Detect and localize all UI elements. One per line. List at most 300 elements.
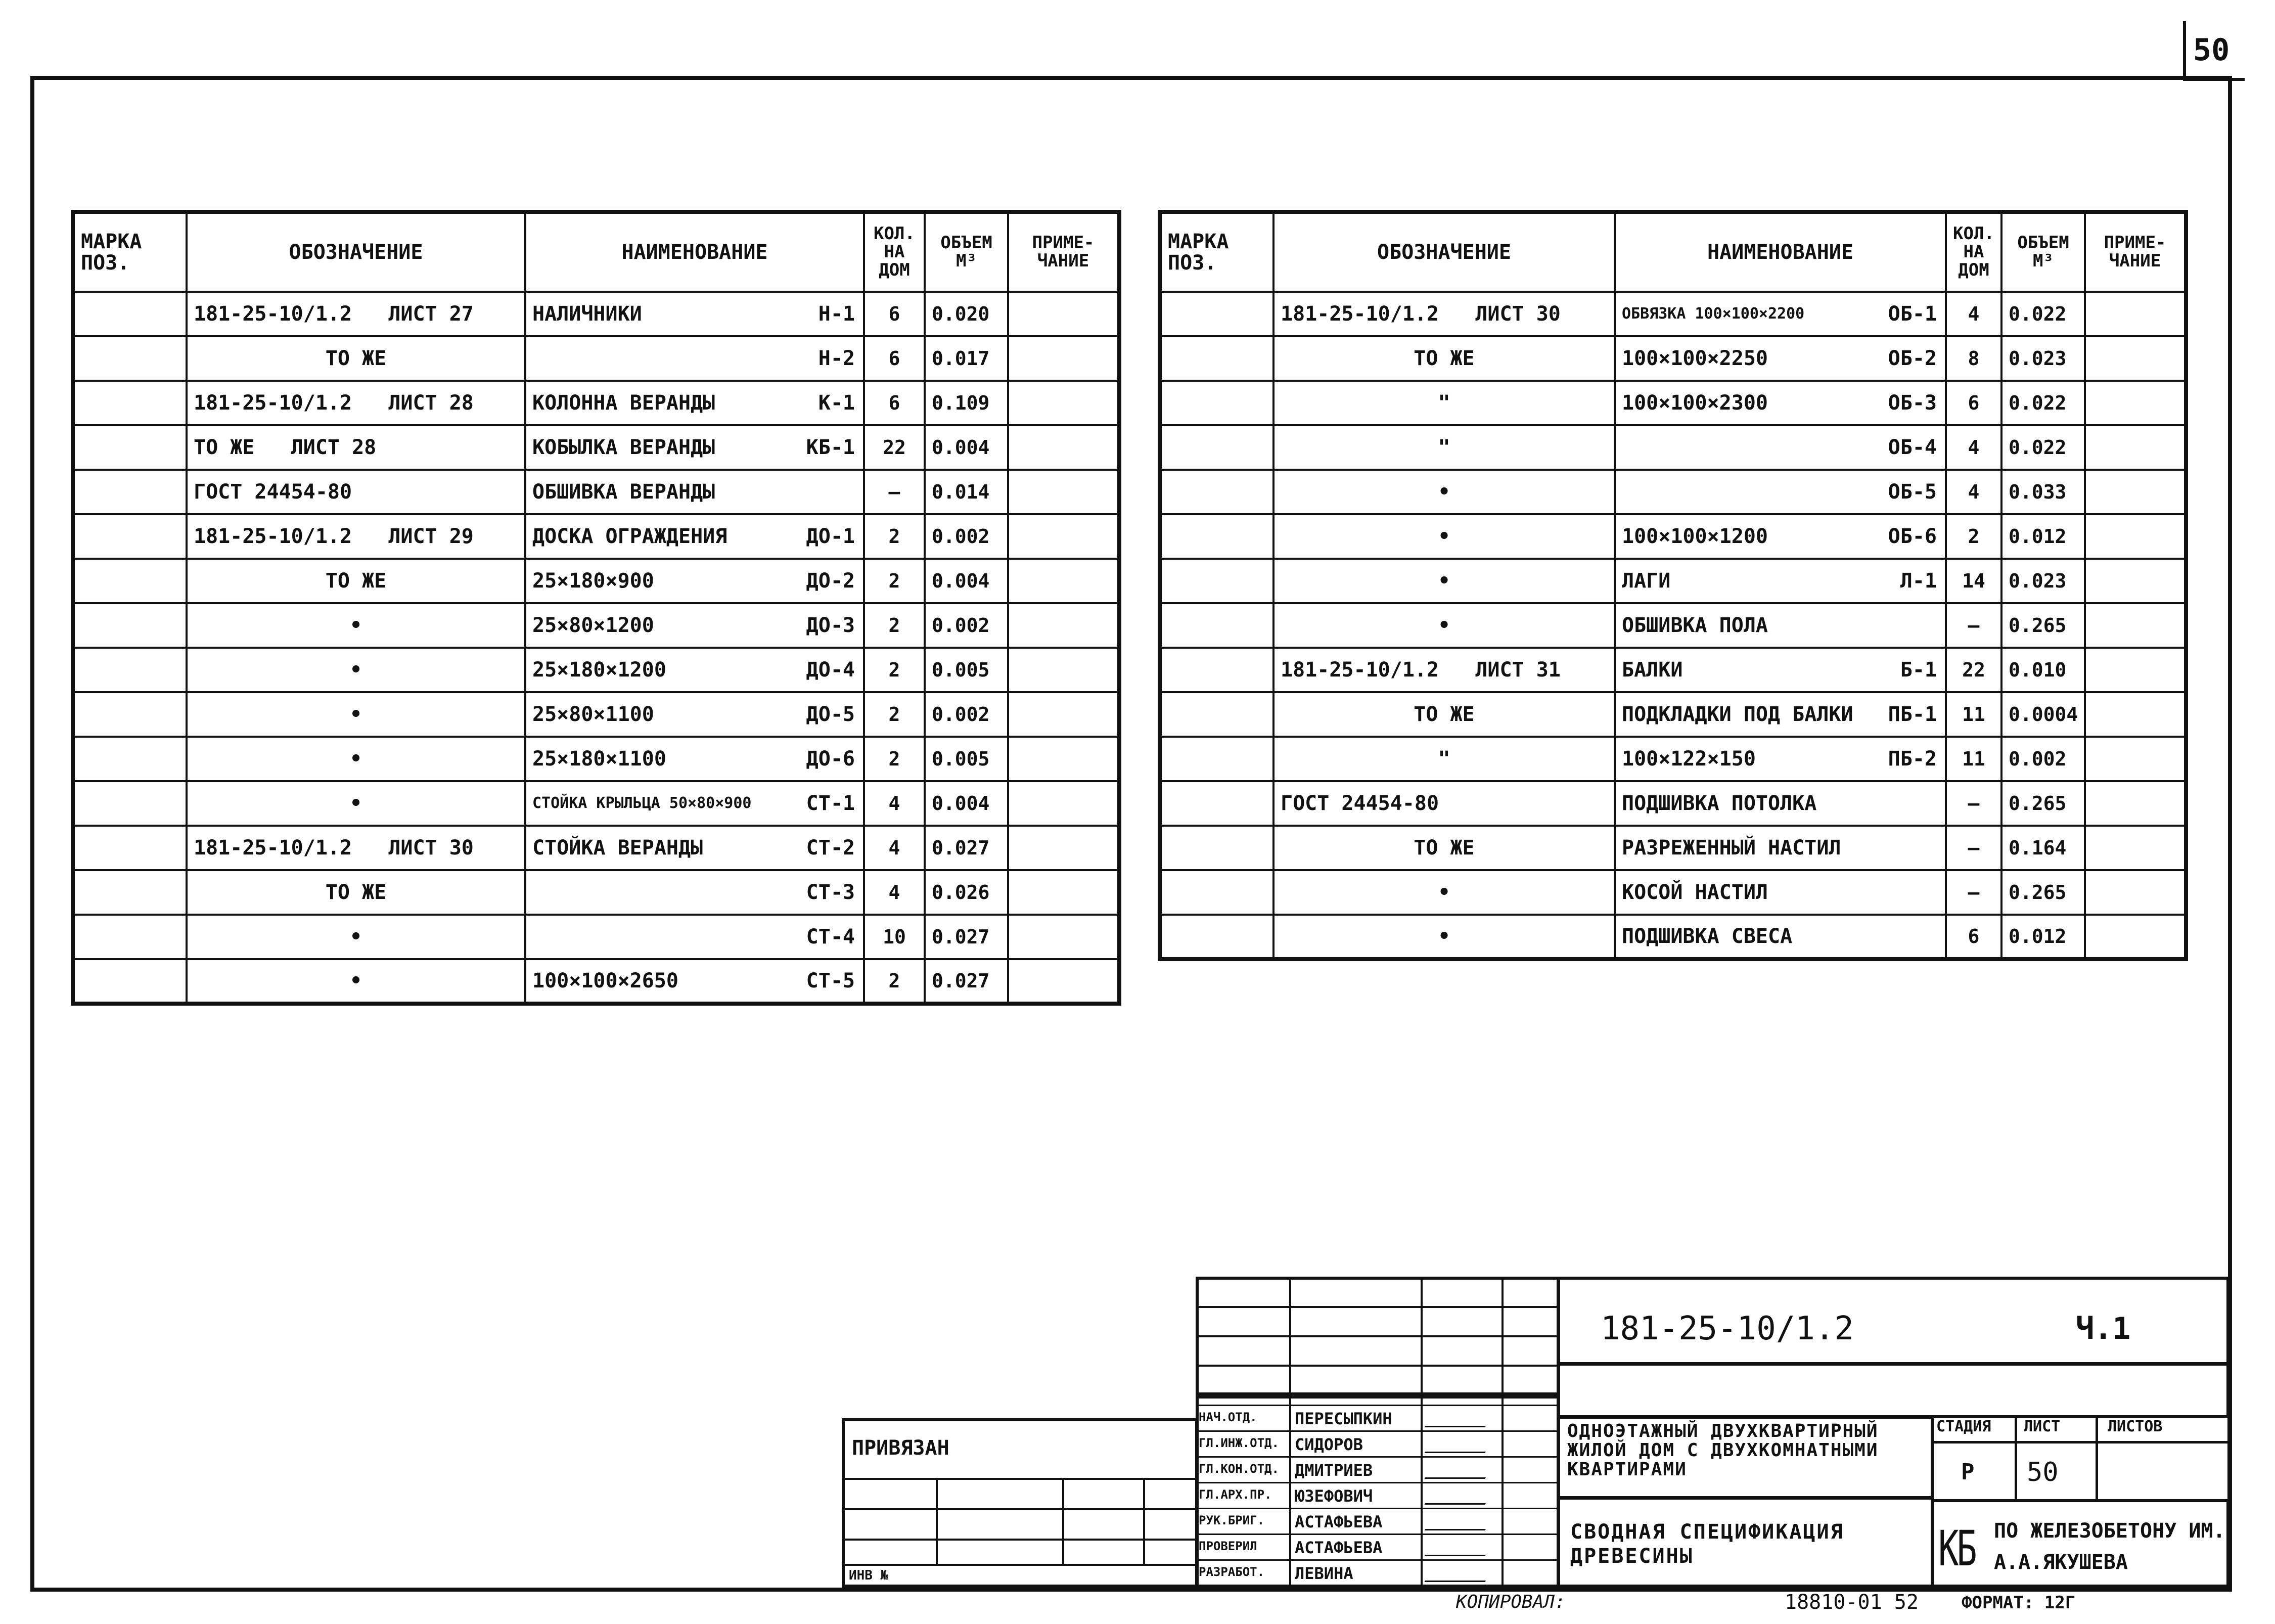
cell-volume: 0.002 — [2001, 737, 2085, 781]
cell-designation: • — [1273, 603, 1615, 648]
header-mark: МАРКА ПОЗ. — [1160, 212, 1273, 292]
header-designation: ОБОЗНАЧЕНИЕ — [1273, 212, 1615, 292]
item-name: ДОСКА ОГРАЖДЕНИЯ — [532, 525, 727, 548]
item-name: ОБШИВКА ПОЛА — [1622, 614, 1768, 637]
item-name: 25×180×1200 — [532, 658, 666, 682]
role-title: ГЛ.АРХ.ПР. — [1199, 1487, 1272, 1502]
cell-note — [1008, 470, 1119, 514]
cell-designation: • — [1273, 514, 1615, 559]
cell-name — [1615, 292, 1946, 336]
cell-name — [525, 336, 864, 381]
cell-volume: 0.014 — [925, 470, 1008, 514]
cell-note — [2085, 559, 2186, 603]
cell-volume: 0.005 — [925, 648, 1008, 692]
cell-qty: 14 — [1946, 559, 2001, 603]
cell-qty: 6 — [864, 292, 925, 336]
cell-qty: 4 — [1946, 292, 2001, 336]
bound-box — [842, 1418, 1198, 1588]
sheets-label-cell — [2096, 1416, 2230, 1443]
cell-note — [2085, 692, 2186, 737]
cell-qty: — — [1946, 870, 2001, 915]
item-mark: СТ-3 — [806, 881, 855, 904]
item-name: 25×80×1200 — [532, 614, 654, 637]
cell-mark — [73, 915, 187, 959]
role-person: ДМИТРИЕВ — [1295, 1461, 1373, 1480]
table-row — [73, 381, 1119, 425]
cell-mark — [73, 826, 187, 870]
table-row — [1160, 870, 2186, 915]
cell-designation: 181-25-10/1.2 ЛИСТ 31 — [1273, 648, 1615, 692]
cell-volume: 0.023 — [2001, 336, 2085, 381]
cell-name — [525, 781, 864, 826]
cell-name — [525, 692, 864, 737]
cell-mark — [73, 781, 187, 826]
role-title: ГЛ.ИНЖ.ОТД. — [1199, 1436, 1279, 1450]
item-name: 100×100×1200 — [1622, 525, 1768, 548]
role-person: ПЕРЕСЫПКИН — [1295, 1409, 1392, 1428]
item-mark: СТ-4 — [806, 925, 855, 949]
stage-cell — [1931, 1441, 2017, 1502]
cell-designation: • — [187, 781, 525, 826]
item-mark: СТ-2 — [806, 836, 855, 860]
sheet-title-cell — [1557, 1497, 1934, 1588]
cell-name — [1615, 470, 1946, 514]
stage-label-cell — [1931, 1416, 2017, 1443]
cell-note — [2085, 648, 2186, 692]
header-qty: КОЛ. НА ДОМ — [1946, 212, 2001, 292]
cell-note — [1008, 381, 1119, 425]
item-name: ОБШИВКА ВЕРАНДЫ — [532, 480, 715, 504]
table-row — [1160, 381, 2186, 425]
cell-mark — [73, 292, 187, 336]
cell-qty: 2 — [864, 737, 925, 781]
item-mark: ДО-4 — [806, 658, 855, 682]
cell-mark — [1160, 692, 1273, 737]
cell-qty: 22 — [864, 425, 925, 470]
cell-designation: 181-25-10/1.2 ЛИСТ 27 — [187, 292, 525, 336]
cell-designation: • — [1273, 559, 1615, 603]
item-mark: КБ-1 — [806, 436, 855, 459]
stage-value: Р — [1961, 1459, 1975, 1485]
cell-mark — [73, 692, 187, 737]
cell-volume: 0.005 — [925, 737, 1008, 781]
cell-volume: 0.004 — [925, 425, 1008, 470]
table-row — [1160, 915, 2186, 959]
cell-note — [1008, 425, 1119, 470]
cell-note — [2085, 870, 2186, 915]
item-name: ПОДШИВКА ПОТОЛКА — [1622, 792, 1817, 815]
cell-name — [525, 292, 864, 336]
cell-name — [525, 648, 864, 692]
code-box — [1557, 1277, 2230, 1365]
item-mark: ОБ-2 — [1888, 347, 1937, 370]
cell-note — [2085, 603, 2186, 648]
cell-mark — [1160, 648, 1273, 692]
item-mark: Б-1 — [1900, 658, 1937, 682]
cell-note — [1008, 514, 1119, 559]
cell-mark — [73, 559, 187, 603]
cell-designation: " — [1273, 737, 1615, 781]
cell-note — [1008, 559, 1119, 603]
item-mark: СТ-5 — [806, 969, 855, 993]
item-name: РАЗРЕЖЕННЫЙ НАСТИЛ — [1622, 836, 1841, 860]
cell-qty: 4 — [1946, 425, 2001, 470]
table-row — [1160, 781, 2186, 826]
cell-note — [2085, 781, 2186, 826]
cell-volume: 0.002 — [925, 692, 1008, 737]
cell-name — [1615, 781, 1946, 826]
cell-name — [1615, 559, 1946, 603]
cell-name — [1615, 381, 1946, 425]
cell-mark — [73, 470, 187, 514]
table-row — [73, 959, 1119, 1004]
cell-mark — [73, 381, 187, 425]
cell-name — [1615, 514, 1946, 559]
table-header-row — [1160, 212, 2186, 292]
cell-volume: 0.027 — [925, 915, 1008, 959]
org-cell — [1931, 1499, 2230, 1588]
cell-qty: 2 — [864, 648, 925, 692]
project-title: ОДНОЭТАЖНЫЙ ДВУХКВАРТИРНЫЙ ЖИЛОЙ ДОМ С ДВУХКОМНАТНЫМИ КВАРТИРАМИ — [1567, 1421, 1879, 1480]
cell-designation: • — [187, 603, 525, 648]
cell-volume: 0.020 — [925, 292, 1008, 336]
cell-volume: 0.0004 — [2001, 692, 2085, 737]
cell-qty: 11 — [1946, 737, 2001, 781]
cell-mark — [73, 870, 187, 915]
cell-mark — [1160, 826, 1273, 870]
table-row — [73, 514, 1119, 559]
table-row — [73, 292, 1119, 336]
cell-volume: 0.017 — [925, 336, 1008, 381]
role-title: РУК.БРИГ. — [1199, 1513, 1265, 1527]
cell-note — [2085, 514, 2186, 559]
cell-note — [2085, 381, 2186, 425]
header-note: ПРИМЕ-ЧАНИЕ — [2085, 212, 2186, 292]
cell-note — [2085, 826, 2186, 870]
cell-qty: 22 — [1946, 648, 2001, 692]
item-mark: ДО-2 — [806, 569, 855, 593]
table-row — [73, 470, 1119, 514]
cell-mark — [1160, 781, 1273, 826]
table-row — [1160, 292, 2186, 336]
cell-designation: " — [1273, 425, 1615, 470]
cell-mark — [1160, 425, 1273, 470]
table-row — [1160, 470, 2186, 514]
cell-name — [1615, 692, 1946, 737]
item-name: 100×100×2250 — [1622, 347, 1768, 370]
table-row — [73, 559, 1119, 603]
cell-designation: ТО ЖЕ — [187, 559, 525, 603]
item-name: 25×180×1100 — [532, 747, 666, 771]
cell-mark — [73, 425, 187, 470]
item-mark: ПБ-2 — [1888, 747, 1937, 771]
item-name: ПОДШИВКА СВЕСА — [1622, 925, 1793, 948]
item-name: 100×100×2650 — [532, 969, 678, 993]
signature-icon — [1425, 1411, 1493, 1427]
cell-qty: 4 — [864, 826, 925, 870]
cell-name — [1615, 425, 1946, 470]
cell-name — [525, 603, 864, 648]
cell-mark — [73, 648, 187, 692]
header-mark: МАРКА ПОЗ. — [73, 212, 187, 292]
cell-designation: 181-25-10/1.2 ЛИСТ 28 — [187, 381, 525, 425]
cell-name — [525, 470, 864, 514]
role-title: РАЗРАБОТ. — [1199, 1565, 1265, 1579]
cell-note — [1008, 648, 1119, 692]
item-name: 25×180×900 — [532, 569, 654, 593]
role-title: НАЧ.ОТД. — [1199, 1410, 1257, 1424]
cell-volume: 0.012 — [2001, 915, 2085, 959]
cell-mark — [1160, 603, 1273, 648]
cell-name — [1615, 915, 1946, 959]
item-name: КОЛОННА ВЕРАНДЫ — [532, 391, 715, 415]
table-row — [73, 425, 1119, 470]
header-note: ПРИМЕ-ЧАНИЕ — [1008, 212, 1119, 292]
cell-qty: — — [1946, 781, 2001, 826]
cell-designation: ГОСТ 24454-80 — [1273, 781, 1615, 826]
role-title: ГЛ.КОН.ОТД. — [1199, 1462, 1279, 1476]
table-row — [73, 603, 1119, 648]
item-mark: ДО-5 — [806, 703, 855, 726]
item-mark: ОБ-5 — [1888, 480, 1937, 504]
cell-mark — [1160, 514, 1273, 559]
header-name: НАИМЕНОВАНИЕ — [525, 212, 864, 292]
cell-volume: 0.022 — [2001, 425, 2085, 470]
doc-part: Ч.1 — [2076, 1311, 2131, 1346]
doc-number: 18810-01 52 — [1785, 1591, 1919, 1614]
cell-volume: 0.002 — [925, 514, 1008, 559]
cell-designation: • — [187, 737, 525, 781]
cell-volume: 0.022 — [2001, 292, 2085, 336]
cell-volume: 0.004 — [925, 781, 1008, 826]
cell-designation: • — [1273, 915, 1615, 959]
cell-note — [2085, 292, 2186, 336]
table-row — [1160, 425, 2186, 470]
cell-volume: 0.012 — [2001, 514, 2085, 559]
cell-designation: ТО ЖЕ — [1273, 826, 1615, 870]
item-mark: ОБ-4 — [1888, 436, 1937, 459]
cell-mark — [1160, 915, 1273, 959]
cell-designation: ТО ЖЕ — [1273, 336, 1615, 381]
cell-name — [1615, 603, 1946, 648]
item-mark: ДО-3 — [806, 614, 855, 637]
cell-qty: 6 — [864, 336, 925, 381]
header-qty: КОЛ. НА ДОМ — [864, 212, 925, 292]
roles-divider — [1502, 1395, 1504, 1588]
cell-note — [2085, 336, 2186, 381]
table-row — [1160, 826, 2186, 870]
cell-name — [525, 425, 864, 470]
table-row — [73, 870, 1119, 915]
roles-list — [1196, 1395, 1560, 1588]
cell-volume: 0.026 — [925, 870, 1008, 915]
sheets-cell — [2096, 1441, 2230, 1502]
cell-volume: 0.023 — [2001, 559, 2085, 603]
table-row — [1160, 559, 2186, 603]
cell-volume: 0.265 — [2001, 870, 2085, 915]
title-block — [1196, 1277, 2230, 1588]
cell-qty: — — [1946, 826, 2001, 870]
cell-designation: ГОСТ 24454-80 — [187, 470, 525, 514]
cell-designation: 181-25-10/1.2 ЛИСТ 29 — [187, 514, 525, 559]
cell-volume: 0.010 — [2001, 648, 2085, 692]
item-mark: ОБ-1 — [1888, 302, 1937, 326]
item-mark: Н-1 — [818, 302, 855, 326]
cell-designation: 181-25-10/1.2 ЛИСТ 30 — [1273, 292, 1615, 336]
table-row — [1160, 737, 2186, 781]
header-volume: ОБЪЕМ М³ — [2001, 212, 2085, 292]
item-mark: ДО-1 — [806, 525, 855, 548]
cell-qty: 8 — [1946, 336, 2001, 381]
cell-designation: ТО ЖЕ ЛИСТ 28 — [187, 425, 525, 470]
item-name: СТОЙКА ВЕРАНДЫ — [532, 836, 703, 860]
sheets-label: ЛИСТОВ — [2108, 1418, 2163, 1435]
cell-volume: 0.265 — [2001, 781, 2085, 826]
cell-qty: 2 — [864, 692, 925, 737]
cell-qty: 6 — [1946, 381, 2001, 425]
cell-mark — [73, 514, 187, 559]
cell-mark — [1160, 737, 1273, 781]
cell-note — [1008, 781, 1119, 826]
signature-icon — [1425, 1540, 1493, 1556]
cell-volume: 0.033 — [2001, 470, 2085, 514]
copied-label: КОПИРОВАЛ: — [1456, 1592, 1566, 1612]
cell-qty: 2 — [864, 959, 925, 1004]
cell-mark — [1160, 336, 1273, 381]
format-label: ФОРМАТ: 12Г — [1962, 1593, 2076, 1613]
role-person: АСТАФЬЕВА — [1295, 1512, 1383, 1531]
cell-mark — [73, 959, 187, 1004]
item-name: 100×100×2300 — [1622, 391, 1768, 415]
table-row — [73, 336, 1119, 381]
cell-note — [1008, 870, 1119, 915]
cell-volume: 0.022 — [2001, 381, 2085, 425]
inv-label: ИНВ № — [849, 1568, 889, 1583]
table-row — [73, 737, 1119, 781]
table-row — [1160, 336, 2186, 381]
sheet-label: ЛИСТ — [2024, 1418, 2061, 1435]
table-row — [73, 915, 1119, 959]
role-person: ЛЕВИНА — [1295, 1564, 1353, 1583]
item-name: ЛАГИ — [1622, 569, 1671, 593]
role-row — [1196, 1456, 1560, 1482]
cell-name — [1615, 648, 1946, 692]
cell-name — [1615, 826, 1946, 870]
cell-qty: 4 — [1946, 470, 2001, 514]
cell-designation: • — [187, 915, 525, 959]
cell-note — [1008, 292, 1119, 336]
cell-note — [1008, 959, 1119, 1004]
cell-note — [2085, 737, 2186, 781]
item-name: ОБВЯЗКА 100×100×2200 — [1622, 305, 1805, 323]
cell-name — [525, 915, 864, 959]
role-row — [1196, 1559, 1560, 1585]
cell-note — [1008, 737, 1119, 781]
cell-note — [2085, 915, 2186, 959]
item-mark: ОБ-6 — [1888, 525, 1937, 548]
cell-name — [525, 826, 864, 870]
cell-qty: 6 — [1946, 915, 2001, 959]
table-row — [73, 692, 1119, 737]
cell-qty: 6 — [864, 381, 925, 425]
signature-icon — [1425, 1463, 1493, 1479]
cell-qty: 2 — [1946, 514, 2001, 559]
role-title: ПРОВЕРИЛ — [1199, 1539, 1257, 1553]
cell-note — [2085, 425, 2186, 470]
signature-icon — [1425, 1437, 1493, 1453]
cell-qty: 4 — [864, 870, 925, 915]
doc-code: 181-25-10/1.2 — [1601, 1310, 1854, 1347]
table-row — [1160, 648, 2186, 692]
role-person: ЮЗЕФОВИЧ — [1295, 1486, 1373, 1506]
cell-note — [1008, 603, 1119, 648]
cell-volume: 0.027 — [925, 959, 1008, 1004]
bound-label: ПРИВЯЗАН — [852, 1436, 949, 1460]
cell-volume: 0.265 — [2001, 603, 2085, 648]
cell-name — [1615, 336, 1946, 381]
cell-designation: 181-25-10/1.2 ЛИСТ 30 — [187, 826, 525, 870]
header-designation: ОБОЗНАЧЕНИЕ — [187, 212, 525, 292]
role-row — [1196, 1533, 1560, 1559]
cell-mark — [1160, 559, 1273, 603]
page-number-box — [2183, 21, 2245, 81]
cell-volume: 0.109 — [925, 381, 1008, 425]
header-name: НАИМЕНОВАНИЕ — [1615, 212, 1946, 292]
item-mark: ПБ-1 — [1888, 703, 1937, 726]
cell-designation: • — [1273, 870, 1615, 915]
cell-qty: 10 — [864, 915, 925, 959]
cell-designation: • — [1273, 470, 1615, 514]
cell-qty: 11 — [1946, 692, 2001, 737]
cell-name — [1615, 737, 1946, 781]
cell-note — [1008, 915, 1119, 959]
item-mark: Л-1 — [1900, 569, 1937, 593]
item-mark: ДО-6 — [806, 747, 855, 771]
cell-volume: 0.004 — [925, 559, 1008, 603]
role-row — [1196, 1508, 1560, 1533]
cell-qty: 2 — [864, 603, 925, 648]
cell-name — [1615, 870, 1946, 915]
table-row — [73, 781, 1119, 826]
signature-icon — [1425, 1514, 1493, 1530]
sheet-title: СВОДНАЯ СПЕЦИФИКАЦИЯ ДРЕВЕСИНЫ — [1570, 1520, 1844, 1568]
cell-note — [1008, 336, 1119, 381]
table-row — [1160, 603, 2186, 648]
cell-qty: 2 — [864, 514, 925, 559]
cell-mark — [1160, 381, 1273, 425]
stage-label: СТАДИЯ — [1936, 1418, 1991, 1435]
cell-designation: • — [187, 692, 525, 737]
page-number: 50 — [2193, 32, 2230, 68]
cell-note — [1008, 692, 1119, 737]
sheet-cell — [2015, 1441, 2098, 1502]
cell-note — [2085, 470, 2186, 514]
spec-table-right — [1158, 210, 2188, 961]
cell-designation: • — [187, 648, 525, 692]
cell-volume: 0.027 — [925, 826, 1008, 870]
table-row — [73, 826, 1119, 870]
signature-icon — [1425, 1488, 1493, 1505]
org-name: ПО ЖЕЛЕЗОБЕТОНУ ИМ. А.А.ЯКУШЕВА — [1994, 1519, 2225, 1574]
cell-volume: 0.164 — [2001, 826, 2085, 870]
cell-name — [525, 737, 864, 781]
cell-name — [525, 381, 864, 425]
item-name: ПОДКЛАДКИ ПОД БАЛКИ — [1622, 703, 1853, 726]
cell-qty: 2 — [864, 559, 925, 603]
roles-divider — [1289, 1395, 1291, 1588]
cell-mark — [1160, 470, 1273, 514]
item-mark: Н-2 — [818, 347, 855, 370]
